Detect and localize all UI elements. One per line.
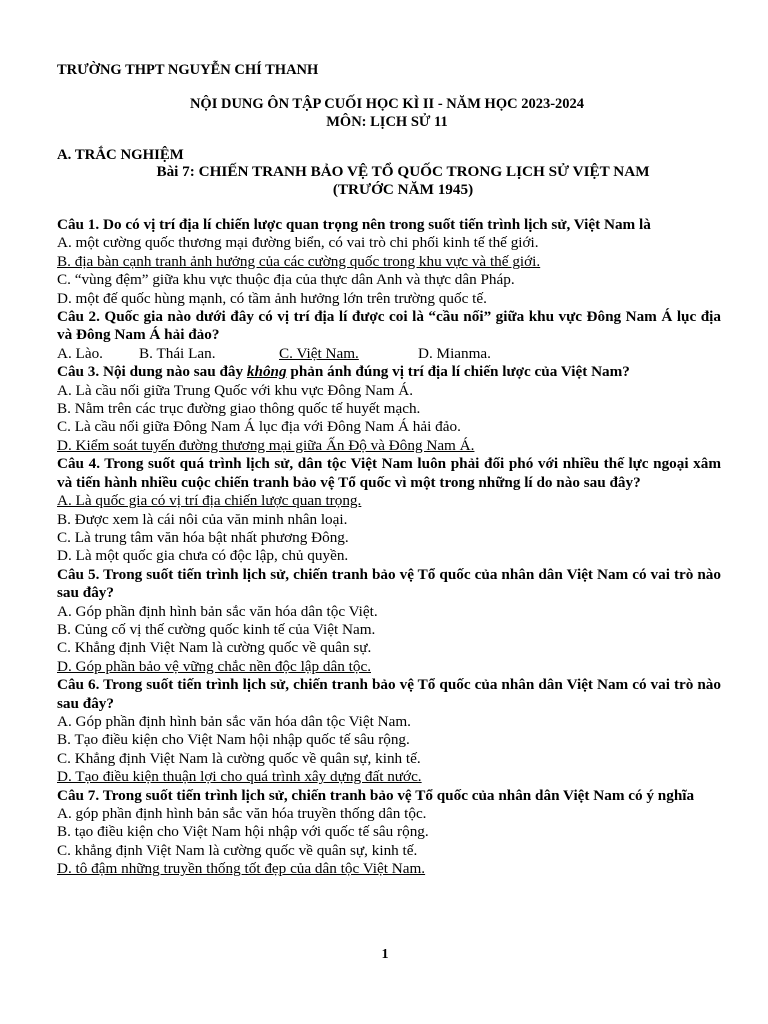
question-text-suffix: phản ánh đúng vị trí địa lí chiến lược của Việt Nam? (286, 363, 630, 381)
option-d-answer: D. Kiểm soát tuyến đường thương mại giữa Ấn Độ và Đông Nam Á. (57, 436, 475, 454)
option-d-answer: D. Góp phần bảo vệ vững chắc nền độc lập dân tộc. (57, 657, 371, 675)
question-text-prefix: Câu 3. Nội dung nào sau đây (57, 363, 247, 381)
option-c: C. Khẳng định Việt Nam là cường quốc về quân sự, kinh tế. (57, 749, 421, 767)
emphasis-word: không (246, 363, 287, 381)
option-a-answer: A. Là quốc gia có vị trí địa chiến lược quan trọng. (57, 492, 362, 510)
option-a: A. Là cầu nối giữa Trung Quốc với khu vực Đông Nam Á. (57, 381, 414, 399)
option-c-answer: C. Việt Nam. (279, 344, 359, 362)
option-c: C. Là cầu nối giữa Đông Nam Á lục địa với Đông Nam Á hải đảo. (57, 418, 461, 436)
option-d: D. Là một quốc gia chưa có độc lập, chủ quyền. (57, 547, 349, 565)
question-list (57, 216, 721, 879)
question-text: Câu 2. Quốc gia nào dưới đây có vị trí địa lí được coi là “cầu nối” giữa khu vực Đông Nam Á lục địa và Đông Nam Á hải đảo? (57, 308, 721, 344)
question-text: Câu 4. Trong suốt quá trình lịch sử, dân tộc Việt Nam luôn phải đối phó với nhiều thế lực ngoại xâm và tiến hành nhiều cuộc chiến tranh bảo vệ Tổ quốc vì một trong những lí do nào sau đây? (57, 455, 721, 491)
option-a: A. góp phần định hình bản sắc văn hóa truyền thống dân tộc. (57, 805, 427, 822)
question-7 (57, 787, 721, 879)
subject-title: MÔN: LỊCH SỬ 11 (326, 114, 448, 130)
question-text (57, 363, 721, 381)
question-text: Câu 6. Trong suốt tiến trình lịch sử, chiến tranh bảo vệ Tổ quốc của nhân dân Việt Nam có vai trò nào sau đây? (57, 676, 721, 712)
lesson-title: Bài 7: CHIẾN TRANH BẢO VỆ TỔ QUỐC TRONG LỊCH SỬ VIỆT NAM (156, 163, 650, 180)
question-5 (57, 566, 721, 676)
option-a: A. một cường quốc thương mại đường biển, có vai trò chi phối kinh tế thế giới. (57, 234, 539, 252)
option-a: A. Lào. (57, 344, 103, 362)
question-text: Câu 1. Do có vị trí địa lí chiến lược quan trọng nên trong suốt tiến trình lịch sử, Việt Nam là (57, 216, 651, 233)
option-c: C. Khẳng định Việt Nam là cường quốc về quân sự. (57, 639, 372, 657)
option-a: A. Góp phần định hình bản sắc văn hóa dân tộc Việt Nam. (57, 712, 411, 730)
page-number: 1 (381, 947, 389, 962)
option-b: B. Tạo điều kiện cho Việt Nam hội nhập quốc tế sâu rộng. (57, 731, 410, 749)
option-a: A. Góp phần định hình bản sắc văn hóa dân tộc Việt. (57, 602, 378, 620)
question-1 (57, 216, 721, 308)
section-heading: A. TRẮC NGHIỆM (57, 147, 184, 163)
option-b: B. Củng cố vị thế cường quốc kinh tế của Việt Nam. (57, 620, 376, 638)
option-c: C. Là trung tâm văn hóa bật nhất phương Đông. (57, 528, 349, 546)
option-b: B. Thái Lan. (139, 344, 216, 362)
lesson-subtitle: (TRƯỚC NĂM 1945) (332, 181, 474, 198)
option-d: D. Mianma. (418, 344, 491, 362)
question-6 (57, 676, 721, 786)
option-d-answer: D. tô đậm những truyền thống tốt đẹp của dân tộc Việt Nam. (57, 860, 426, 878)
question-3 (57, 363, 721, 455)
option-b-answer: B. địa bàn cạnh tranh ảnh hưởng của các cường quốc trong khu vực và thế giới. (57, 252, 541, 270)
options-row (57, 345, 721, 363)
question-4 (57, 455, 721, 565)
option-d-answer: D. Tạo điều kiện thuận lợi cho quá trình xây dựng đất nước. (57, 768, 422, 786)
option-d: D. một đế quốc hùng mạnh, có tầm ảnh hưởng lớn trên trường quốc tế. (57, 289, 487, 307)
school-name: TRƯỜNG THPT NGUYỄN CHÍ THANH (57, 62, 319, 78)
option-c: C. khẳng định Việt Nam là cường quốc về quân sự, kinh tế. (57, 841, 418, 859)
question-2 (57, 308, 721, 363)
question-text: Câu 7. Trong suốt tiến trình lịch sử, chiến tranh bảo vệ Tổ quốc của nhân dân Việt Nam có ý nghĩa (57, 786, 695, 804)
option-c: C. “vùng đệm” giữa khu vực thuộc địa của thực dân Anh và thực dân Pháp. (57, 271, 515, 289)
option-b: B. tạo điều kiện cho Việt Nam hội nhập với quốc tế sâu rộng. (57, 823, 429, 841)
document-title: NỘI DUNG ÔN TẬP CUỐI HỌC KÌ II - NĂM HỌC 2023-2024 (189, 96, 585, 112)
option-b: B. Nằm trên các trục đường giao thông quốc tế huyết mạch. (57, 400, 421, 418)
question-text: Câu 5. Trong suốt tiến trình lịch sử, chiến tranh bảo vệ Tổ quốc của nhân dân Việt Nam có vai trò nào sau đây? (57, 565, 721, 602)
option-b: B. Được xem là cái nôi của văn minh nhân loại. (57, 510, 348, 528)
